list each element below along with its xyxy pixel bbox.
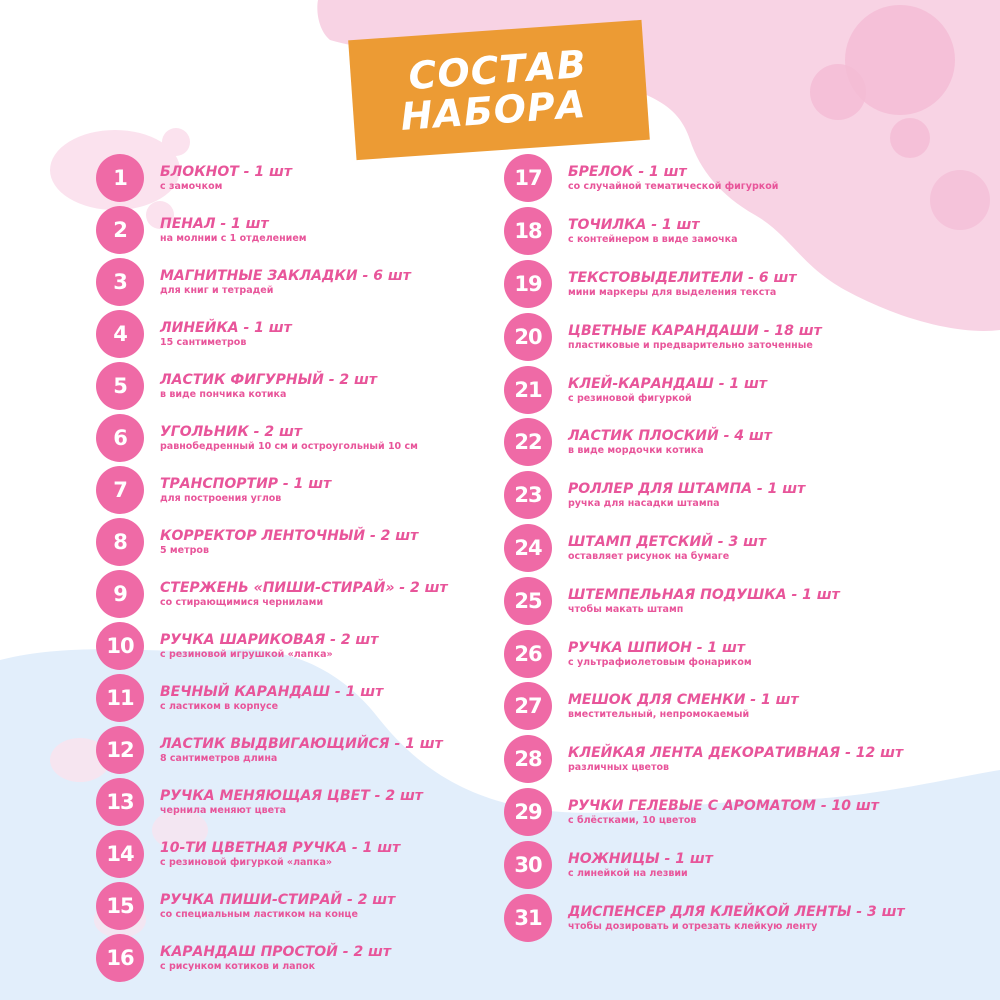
item-subtitle: с ультрафиолетовым фонариком [568, 656, 752, 668]
item-subtitle: чтобы макать штамп [568, 603, 684, 615]
list-item [96, 204, 496, 256]
list-item [96, 516, 496, 568]
item-title: ЛАСТИК ПЛОСКИЙ - 4 шт [568, 428, 772, 445]
item-number: 7 [113, 478, 127, 502]
number-badge [504, 154, 552, 202]
item-subtitle: с линейкой на лезвии [568, 867, 688, 879]
item-title: РУЧКА ШПИОН - 1 шт [568, 639, 746, 656]
item-title: УГОЛЬНИК - 2 шт [160, 424, 302, 440]
number-badge [504, 260, 552, 308]
number-badge [96, 830, 144, 878]
item-title: РОЛЛЕР ДЛЯ ШТАМПА - 1 шт [568, 481, 806, 498]
item-number: 28 [514, 747, 542, 772]
list-item [96, 776, 496, 828]
number-badge [96, 934, 144, 982]
list-item [96, 568, 496, 620]
item-title: ТРАНСПОРТИР - 1 шт [160, 476, 332, 492]
item-number: 13 [106, 790, 134, 814]
list-item [96, 308, 496, 360]
item-title: РУЧКА ШАРИКОВАЯ - 2 шт [160, 632, 379, 648]
number-badge [96, 206, 144, 254]
number-badge [96, 414, 144, 462]
list-item [504, 627, 944, 680]
list-item [96, 464, 496, 516]
item-title: ЛАСТИК ВЫДВИГАЮЩИЙСЯ - 1 шт [160, 736, 443, 752]
number-badge [504, 630, 552, 678]
number-badge [504, 471, 552, 519]
item-title: КЛЕЙ-КАРАНДАШ - 1 шт [568, 375, 768, 392]
item-number: 8 [113, 530, 127, 554]
item-number: 14 [106, 842, 134, 866]
item-title: МАГНИТНЫЕ ЗАКЛАДКИ - 6 шт [160, 268, 411, 284]
items-list-left [96, 152, 496, 984]
number-badge [504, 841, 552, 889]
item-number: 17 [514, 166, 542, 191]
number-badge [96, 570, 144, 618]
item-number: 25 [514, 588, 542, 613]
list-item [504, 733, 944, 786]
item-number: 27 [514, 694, 542, 719]
list-item [96, 828, 496, 880]
item-title: 10-ТИ ЦВЕТНАЯ РУЧКА - 1 шт [160, 840, 401, 856]
item-title: ДИСПЕНСЕР ДЛЯ КЛЕЙКОЙ ЛЕНТЫ - 3 шт [568, 903, 905, 920]
list-item [504, 363, 944, 416]
item-title: ЛАСТИК ФИГУРНЫЙ - 2 шт [160, 372, 377, 388]
item-subtitle: с контейнером в виде замочка [568, 234, 738, 246]
item-title: КОРРЕКТОР ЛЕНТОЧНЫЙ - 2 шт [160, 528, 419, 544]
item-subtitle: со специальным ластиком на конце [160, 909, 358, 920]
item-number: 23 [514, 483, 542, 508]
list-item [504, 522, 944, 575]
list-item [504, 838, 944, 891]
number-badge [504, 207, 552, 255]
item-title: КАРАНДАШ ПРОСТОЙ - 2 шт [160, 944, 392, 960]
list-item [96, 880, 496, 932]
list-item [504, 310, 944, 363]
list-item [96, 932, 496, 984]
number-badge [504, 524, 552, 572]
list-item [504, 205, 944, 258]
item-number: 20 [514, 324, 542, 349]
banner-title-line2: НАБОРА [399, 82, 588, 139]
item-subtitle: 8 сантиметров длина [160, 753, 278, 764]
number-badge [504, 788, 552, 836]
list-item [96, 620, 496, 672]
item-subtitle: ручка для насадки штампа [568, 498, 720, 510]
number-badge [96, 622, 144, 670]
item-subtitle: с ластиком в корпусе [160, 701, 279, 712]
number-badge [504, 418, 552, 466]
item-title: ТОЧИЛКА - 1 шт [568, 217, 700, 234]
number-badge [96, 674, 144, 722]
item-title: БЛОКНОТ - 1 шт [160, 164, 292, 180]
item-title: БРЕЛОК - 1 шт [568, 164, 687, 181]
list-item [504, 469, 944, 522]
item-subtitle: в виде пончика котика [160, 389, 287, 400]
item-title: МЕШОК ДЛЯ СМЕНКИ - 1 шт [568, 692, 799, 709]
number-badge [96, 778, 144, 826]
item-number: 3 [113, 270, 127, 294]
item-number: 11 [106, 686, 134, 710]
item-title: КЛЕЙКАЯ ЛЕНТА ДЕКОРАТИВНАЯ - 12 шт [568, 745, 904, 762]
list-item [504, 786, 944, 839]
list-item [504, 891, 944, 944]
item-number: 26 [514, 641, 542, 666]
item-title: ПЕНАЛ - 1 шт [160, 216, 269, 232]
list-item [96, 412, 496, 464]
item-number: 16 [106, 946, 134, 970]
number-badge [504, 735, 552, 783]
item-number: 9 [113, 582, 127, 606]
number-badge [96, 258, 144, 306]
item-subtitle: с замочком [160, 181, 223, 192]
item-number: 29 [514, 799, 542, 824]
list-item [96, 152, 496, 204]
item-subtitle: мини маркеры для выделения текста [568, 286, 777, 298]
item-number: 24 [514, 535, 542, 560]
item-subtitle: 15 сантиметров [160, 337, 247, 348]
item-subtitle: с резиновой игрушкой «лапка» [160, 649, 333, 660]
number-badge [96, 726, 144, 774]
number-badge [504, 313, 552, 361]
item-subtitle: равнобедренный 10 см и остроугольный 10 см [160, 441, 418, 452]
number-badge [96, 466, 144, 514]
item-title: НОЖНИЦЫ - 1 шт [568, 850, 713, 867]
item-subtitle: с блёстками, 10 цветов [568, 814, 697, 826]
number-badge [504, 577, 552, 625]
item-number: 10 [106, 634, 134, 658]
item-number: 15 [106, 894, 134, 918]
item-subtitle: пластиковые и предварительно заточенные [568, 339, 813, 351]
item-subtitle: с резиновой фигуркой [568, 392, 692, 404]
list-item [96, 256, 496, 308]
item-subtitle: вместительный, непромокаемый [568, 709, 750, 721]
items-list-right [504, 152, 944, 944]
list-item [504, 152, 944, 205]
item-number: 4 [113, 322, 127, 346]
number-badge [96, 362, 144, 410]
number-badge [96, 518, 144, 566]
item-number: 12 [106, 738, 134, 762]
item-number: 2 [113, 218, 127, 242]
item-number: 22 [514, 430, 542, 455]
item-title: ЦВЕТНЫЕ КАРАНДАШИ - 18 шт [568, 322, 822, 339]
item-subtitle: чернила меняют цвета [160, 805, 286, 816]
list-item [504, 258, 944, 311]
item-subtitle: со стирающимися чернилами [160, 597, 324, 608]
pink-spot-2 [810, 64, 866, 120]
number-badge [96, 882, 144, 930]
item-title: ВЕЧНЫЙ КАРАНДАШ - 1 шт [160, 684, 384, 700]
item-subtitle: чтобы дозировать и отрезать клейкую ленту [568, 920, 818, 932]
item-subtitle: оставляет рисунок на бумаге [568, 550, 730, 562]
number-badge [504, 366, 552, 414]
item-subtitle: в виде мордочки котика [568, 445, 704, 457]
item-subtitle: с резиновой фигуркой «лапка» [160, 857, 332, 868]
item-number: 5 [113, 374, 127, 398]
item-number: 30 [514, 852, 542, 877]
list-item [504, 574, 944, 627]
item-subtitle: со случайной тематической фигуркой [568, 181, 779, 193]
item-number: 18 [514, 219, 542, 244]
item-title: РУЧКИ ГЕЛЕВЫЕ С АРОМАТОМ - 10 шт [568, 797, 879, 814]
item-title: ШТЕМПЕЛЬНАЯ ПОДУШКА - 1 шт [568, 586, 840, 603]
number-badge [504, 682, 552, 730]
banner-title-line1: СОСТАВ [407, 41, 589, 99]
item-number: 6 [113, 426, 127, 450]
item-number: 31 [514, 905, 542, 930]
title-banner [348, 20, 650, 160]
item-subtitle: на молнии с 1 отделением [160, 233, 307, 244]
item-subtitle: 5 метров [160, 545, 209, 556]
item-title: ТЕКСТОВЫДЕЛИТЕЛИ - 6 шт [568, 269, 797, 286]
number-badge [96, 154, 144, 202]
number-badge [504, 894, 552, 942]
list-item [504, 680, 944, 733]
item-title: ЛИНЕЙКА - 1 шт [160, 320, 292, 336]
item-subtitle: различных цветов [568, 762, 669, 774]
list-item [504, 416, 944, 469]
item-subtitle: с рисунком котиков и лапок [160, 961, 316, 972]
item-title: РУЧКА МЕНЯЮЩАЯ ЦВЕТ - 2 шт [160, 788, 423, 804]
item-title: ШТАМП ДЕТСКИЙ - 3 шт [568, 533, 767, 550]
list-item [96, 724, 496, 776]
item-number: 19 [514, 271, 542, 296]
item-number: 1 [113, 166, 127, 190]
list-item [96, 672, 496, 724]
item-title: СТЕРЖЕНЬ «ПИШИ-СТИРАЙ» - 2 шт [160, 580, 448, 596]
item-subtitle: для книг и тетрадей [160, 285, 274, 296]
item-number: 21 [514, 377, 542, 402]
list-item [96, 360, 496, 412]
item-subtitle: для построения углов [160, 493, 282, 504]
number-badge [96, 310, 144, 358]
item-title: РУЧКА ПИШИ-СТИРАЙ - 2 шт [160, 892, 396, 908]
